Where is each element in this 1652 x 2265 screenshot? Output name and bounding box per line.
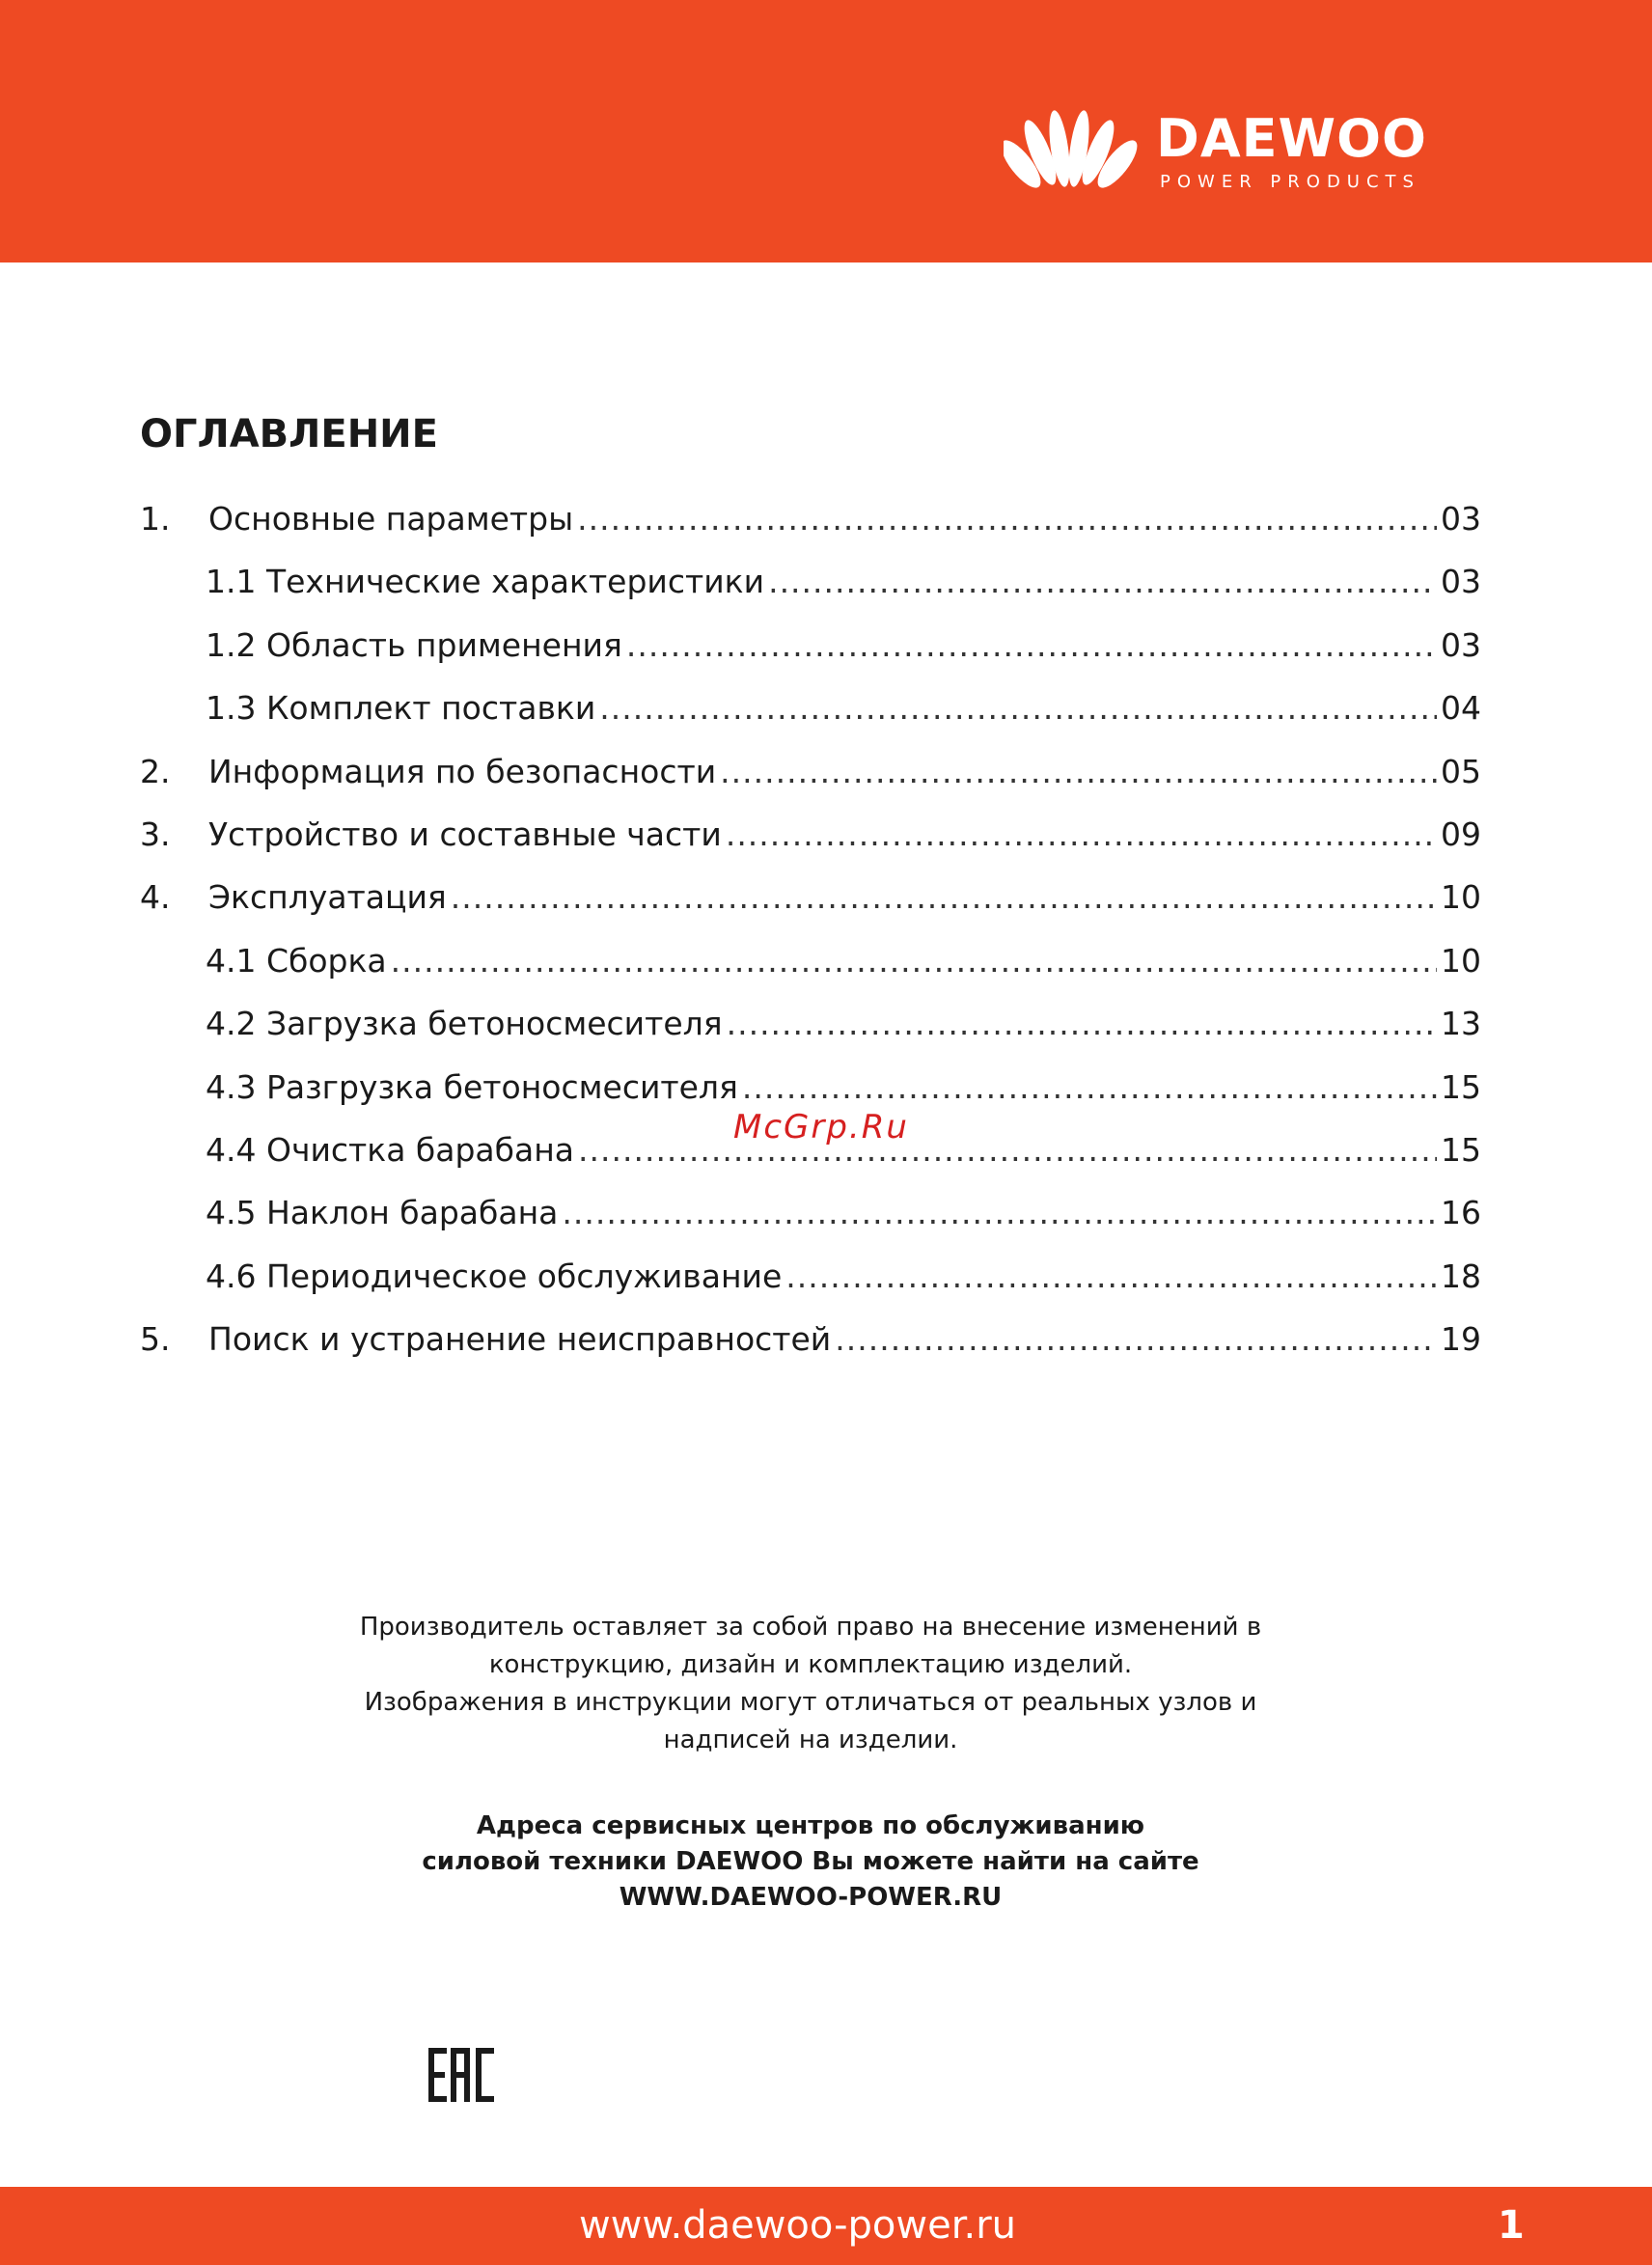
toc-title: 1.2 Область применения <box>206 625 622 664</box>
toc-leader <box>720 753 1437 790</box>
toc-entry[interactable] <box>140 878 1481 941</box>
toc-number: 1. <box>140 500 171 538</box>
toc-entry[interactable] <box>140 626 1481 689</box>
brand-name: DAEWOO <box>1156 108 1427 169</box>
toc-title: Информация по безопасности <box>208 752 717 790</box>
brand-subtitle: POWER PRODUCTS <box>1160 172 1420 192</box>
toc-title: Устройство и составные части <box>208 815 722 853</box>
toc-number: 5. <box>140 1320 171 1359</box>
toc-title: 1.3 Комплект поставки <box>206 689 596 728</box>
toc-entry[interactable] <box>140 942 1481 1005</box>
footer-website-link[interactable]: www.daewoo-power.ru <box>579 2203 1017 2248</box>
toc-leader <box>742 1068 1437 1106</box>
toc-number: 2. <box>140 752 171 790</box>
toc-page: 18 <box>1441 1257 1481 1295</box>
toc-number: 4. <box>140 878 171 917</box>
page-title: ОГЛАВЛЕНИЕ <box>140 412 438 456</box>
toc-leader <box>391 942 1437 980</box>
page-number: 1 <box>1498 2203 1525 2248</box>
service-line: Адреса сервисных центров по обслуживанию <box>476 1811 1145 1840</box>
service-centers-note <box>289 1809 1332 1916</box>
toc-page: 10 <box>1441 941 1481 980</box>
toc-leader <box>785 1257 1437 1295</box>
toc-title: 4.5 Наклон барабана <box>206 1194 559 1232</box>
toc-title: 4.1 Сборка <box>206 941 387 980</box>
service-website-link[interactable]: WWW.DAEWOO-POWER.RU <box>619 1883 1003 1912</box>
toc-page: 13 <box>1441 1005 1481 1043</box>
toc-page: 19 <box>1441 1320 1481 1359</box>
toc-entry[interactable] <box>140 815 1481 878</box>
table-of-contents <box>140 500 1481 1383</box>
toc-entry[interactable] <box>140 500 1481 563</box>
toc-page: 15 <box>1441 1130 1481 1169</box>
toc-page: 03 <box>1441 563 1481 601</box>
toc-entry[interactable] <box>140 1194 1481 1257</box>
header-banner <box>0 0 1652 262</box>
toc-leader <box>835 1320 1437 1358</box>
toc-leader <box>768 563 1437 600</box>
toc-page: 15 <box>1441 1067 1481 1106</box>
disclaimer-line: Изображения в инструкции могут отличаться от реальных узлов и <box>364 1688 1257 1717</box>
toc-title: Эксплуатация <box>208 878 447 917</box>
daewoo-fan-icon <box>1004 106 1139 203</box>
toc-page: 10 <box>1441 878 1481 917</box>
toc-leader <box>599 689 1437 727</box>
disclaimer-line: Производитель оставляет за собой право на внесение изменений в <box>359 1613 1262 1642</box>
toc-title: 4.3 Разгрузка бетоносмесителя <box>206 1067 738 1106</box>
toc-leader <box>726 815 1437 853</box>
toc-title: Основные параметры <box>208 500 574 538</box>
toc-page: 16 <box>1441 1194 1481 1232</box>
toc-leader <box>562 1194 1437 1231</box>
toc-entry[interactable] <box>140 1320 1481 1383</box>
daewoo-logo <box>1004 106 1486 203</box>
toc-entry[interactable] <box>140 753 1481 815</box>
toc-entry[interactable] <box>140 563 1481 625</box>
toc-leader <box>577 500 1437 538</box>
toc-title: 4.4 Очистка барабана <box>206 1130 575 1169</box>
toc-entry[interactable] <box>140 1257 1481 1320</box>
toc-leader <box>727 1005 1437 1042</box>
service-line: силовой техники DAEWOO Вы можете найти на сайте <box>422 1847 1199 1876</box>
disclaimer-line: конструкцию, дизайн и комплектацию изделий. <box>488 1650 1133 1679</box>
toc-title: 1.1 Технические характеристики <box>206 563 765 601</box>
disclaimer-text <box>289 1609 1332 1759</box>
toc-entry[interactable] <box>140 689 1481 752</box>
toc-leader <box>578 1131 1437 1169</box>
watermark: McGrp.Ru <box>733 1108 909 1146</box>
toc-page: 09 <box>1441 815 1481 853</box>
toc-leader <box>451 878 1437 916</box>
toc-page: 04 <box>1441 689 1481 728</box>
disclaimer-line: надписей на изделии. <box>663 1726 958 1754</box>
toc-leader <box>626 626 1437 664</box>
toc-title: 4.2 Загрузка бетоносмесителя <box>206 1005 723 1043</box>
toc-title: Поиск и устранение неисправностей <box>208 1320 832 1359</box>
toc-entry[interactable] <box>140 1005 1481 1067</box>
toc-page: 03 <box>1441 500 1481 538</box>
eac-certification-mark <box>428 2048 494 2102</box>
toc-title: 4.6 Периодическое обслуживание <box>206 1257 783 1295</box>
toc-page: 05 <box>1441 752 1481 790</box>
toc-page: 03 <box>1441 625 1481 664</box>
toc-number: 3. <box>140 815 171 853</box>
footer-banner <box>0 2187 1652 2265</box>
